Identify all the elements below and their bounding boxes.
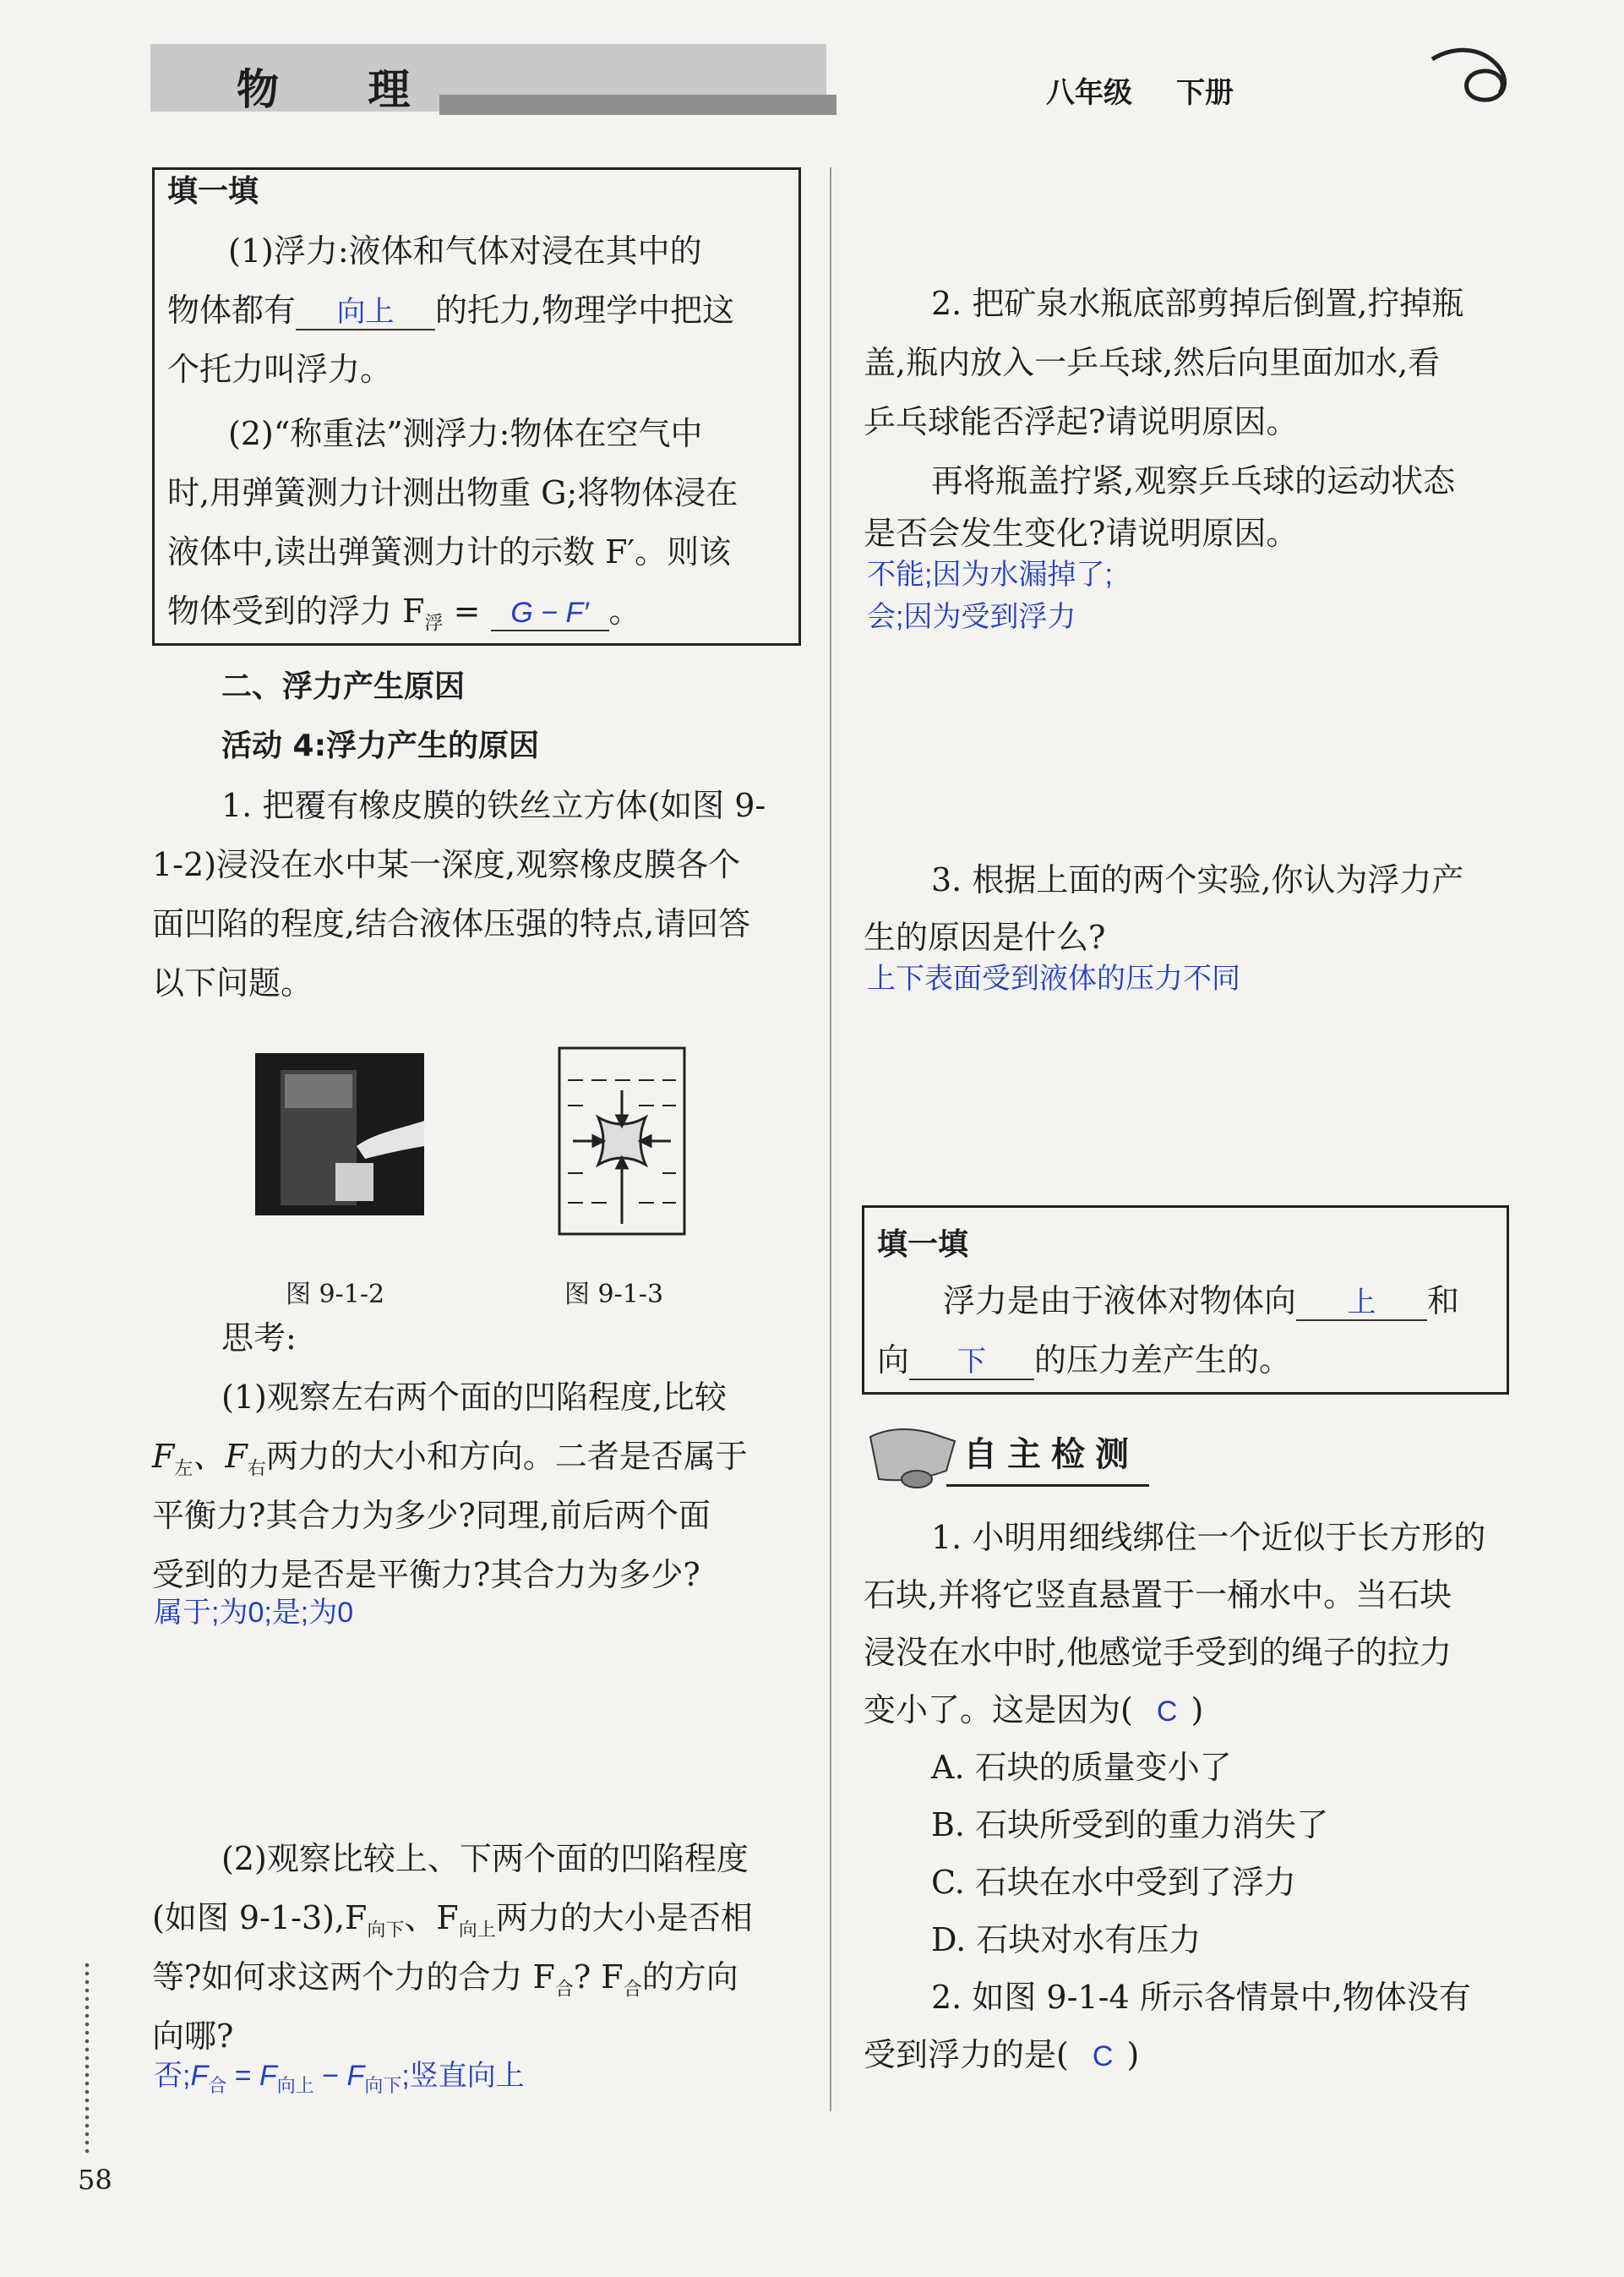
t2-ans-f1: F	[190, 2060, 209, 2092]
q1-line2: 1-2)浸没在水中某一深度,观察橡皮膜各个	[152, 846, 741, 883]
q2-line2: 盖,瓶内放入一乒乓球,然后向里面加水,看	[864, 344, 1441, 381]
self-test-underline	[946, 1484, 1149, 1487]
sub-up: 向上	[458, 1919, 496, 1941]
t2-line4: 向哪?	[152, 2018, 234, 2055]
t2-ans-f3-sub: 向下	[364, 2074, 402, 2096]
column-divider	[830, 167, 831, 2111]
f-symbol: F	[152, 1438, 175, 1475]
page-number: 58	[78, 2164, 112, 2196]
m1-line3: 浸没在水中时,他感觉手受到的绳子的拉力	[864, 1634, 1452, 1671]
t2-ans-a: 否;	[154, 2060, 191, 2092]
answer-blank-up: 上	[1296, 1286, 1427, 1321]
q1-line4: 以下问题。	[152, 964, 313, 1002]
q3-answer: 上下表面受到液体的压力不同	[867, 963, 1240, 995]
t2-ans-f1-sub: 合	[208, 2074, 227, 2096]
m1-close: )	[1191, 1691, 1204, 1728]
activity-4-title: 活动 4:浮力产生的原因	[221, 729, 539, 763]
q3-line2: 生的原因是什么?	[864, 919, 1106, 956]
figure-9-1-2-photo	[255, 1053, 424, 1215]
equals: =	[453, 592, 481, 630]
grade-label: 八年级	[1046, 76, 1132, 110]
header-dotted-strip	[439, 95, 837, 115]
m1-line2: 石块,并将它竖直悬置于一桶水中。当石块	[864, 1576, 1452, 1614]
t2-ans-f2-sub: 向上	[276, 2074, 314, 2096]
t1-line3: 平衡力?其合力为多少?同理,前后两个面	[152, 1497, 711, 1534]
section-2-title: 二、浮力产生原因	[221, 669, 466, 704]
t2-line2-c: 两力的大小是否相	[495, 1899, 753, 1936]
box1-line3: 个托力叫浮力。	[167, 351, 393, 388]
q2-answer-2: 会;因为受到浮力	[867, 601, 1076, 633]
q2-answer-1: 不能;因为水漏掉了;	[867, 559, 1113, 591]
t2-line3	[152, 1947, 738, 2020]
t2-line1: (2)观察比较上、下两个面的凹陷程度	[221, 1840, 749, 1877]
t2-line3-b: ? F	[573, 1958, 624, 1996]
box2-line2-b: 的压力差产生的。	[1034, 1341, 1292, 1379]
t2-ans-end: ;竖直向上	[401, 2060, 525, 2092]
subject-title: 物 理	[237, 65, 448, 114]
t1-line4: 受到的力是否是平衡力?其合力为多少?	[152, 1556, 700, 1593]
option-a: A. 石块的质量变小了	[931, 1749, 1232, 1786]
box1-line2-a: 物体都有	[167, 292, 297, 329]
t2-ans-f2: F	[259, 2060, 277, 2092]
box1-line2	[167, 281, 734, 340]
sub-he-2: 合	[623, 1979, 642, 2001]
f-symbol-2: 、F	[193, 1438, 248, 1475]
box1-title: 填一填	[167, 174, 259, 209]
m1-line4	[864, 1680, 1203, 1741]
t2-line3-c: 的方向	[641, 1958, 738, 1996]
answer-blank-2: G − F′	[491, 596, 609, 631]
box2-line1	[943, 1271, 1459, 1330]
box1-line5: 时,用弹簧测力计测出物重 G;将物体浸在	[167, 474, 738, 511]
m2-line1: 2. 如图 9-1-4 所示各情景中,物体没有	[931, 1979, 1471, 2016]
t2-answer	[154, 2052, 525, 2098]
figure-9-1-3-diagram	[558, 1046, 686, 1236]
t1-line2-rest: 两力的大小和方向。二者是否属于	[265, 1438, 748, 1475]
t2-line3-a: 等?如何求这两个力的合力 F	[152, 1958, 555, 1996]
box1-line1: (1)浮力:液体和气体对浸在其中的	[228, 232, 702, 270]
self-test-heading: 自主检测	[963, 1435, 1139, 1474]
margin-dots	[84, 1961, 90, 2155]
t2-ans-minus: −	[313, 2060, 347, 2092]
box1-line4: (2)“称重法”测浮力:物体在空气中	[228, 415, 703, 452]
scroll-icon	[862, 1420, 963, 1494]
t2-line2-a: (如图 9-1-3),F	[152, 1899, 368, 1936]
option-b: B. 石块所受到的重力消失了	[931, 1806, 1329, 1843]
option-c: C. 石块在水中受到了浮力	[931, 1864, 1296, 1901]
box2-line1-b: 和	[1427, 1282, 1460, 1319]
period: 。	[608, 592, 641, 630]
sub-down: 向下	[367, 1919, 405, 1941]
m2-answer: C	[1092, 2040, 1114, 2072]
t1-line1: (1)观察左右两个面的凹陷程度,比较	[221, 1379, 727, 1416]
m2-line2	[864, 2025, 1139, 2086]
header-swirl-icon	[1428, 42, 1521, 110]
box2-title: 填一填	[877, 1227, 969, 1262]
sub-he: 合	[554, 1979, 574, 2001]
q1-line1: 1. 把覆有橡皮膜的铁丝立方体(如图 9-	[221, 787, 766, 824]
q2-line4: 再将瓶盖拧紧,观察乒乓球的运动状态	[931, 462, 1456, 500]
box2-line2	[877, 1330, 1291, 1390]
box1-line7-a: 物体受到的浮力 F	[167, 592, 425, 630]
figure-9-1-2-caption: 图 9-1-2	[286, 1280, 385, 1309]
box2-line2-a: 向	[877, 1341, 910, 1379]
m1-answer: C	[1156, 1695, 1178, 1728]
m1-line4-a: 变小了。这是因为(	[864, 1691, 1133, 1728]
t2-ans-eq: =	[226, 2060, 259, 2092]
option-d: D. 石块对水有压力	[931, 1921, 1202, 1958]
t1-answer: 属于;为0;是;为0	[154, 1597, 354, 1629]
m2-line2-a: 受到浮力的是(	[864, 2036, 1069, 2073]
q2-line5: 是否会发生变化?请说明原因。	[864, 515, 1299, 552]
m1-line1: 1. 小明用细线绑住一个近似于长方形的	[931, 1519, 1486, 1556]
q3-line1: 3. 根据上面的两个实验,你认为浮力产	[931, 861, 1464, 898]
volume-label: 下册	[1176, 76, 1234, 110]
t2-line2-b: 、F	[404, 1899, 459, 1936]
think-label: 思考:	[221, 1319, 297, 1357]
sub-fu: 浮	[424, 613, 444, 635]
q2-line1: 2. 把矿泉水瓶底部剪掉后倒置,拧掉瓶	[931, 285, 1464, 322]
box1-line2-c: 的托力,物理学中把这	[435, 292, 735, 329]
q1-line3: 面凹陷的程度,结合液体压强的特点,请回答	[152, 905, 751, 942]
box1-line6: 液体中,读出弹簧测力计的示数 F′。则该	[167, 533, 732, 571]
t2-ans-f3: F	[346, 2060, 365, 2092]
answer-blank-down: 下	[909, 1345, 1034, 1380]
answer-blank-1: 向上	[296, 295, 435, 330]
box1-line7	[167, 582, 641, 654]
figure-9-1-3-caption: 图 9-1-3	[564, 1280, 664, 1309]
box2-line1-a: 浮力是由于液体对物体向	[943, 1282, 1297, 1319]
sub-right: 右	[247, 1458, 266, 1480]
q2-line3: 乒乓球能否浮起?请说明原因。	[864, 403, 1299, 440]
sub-left: 左	[174, 1458, 193, 1480]
m2-close: )	[1126, 2036, 1140, 2073]
